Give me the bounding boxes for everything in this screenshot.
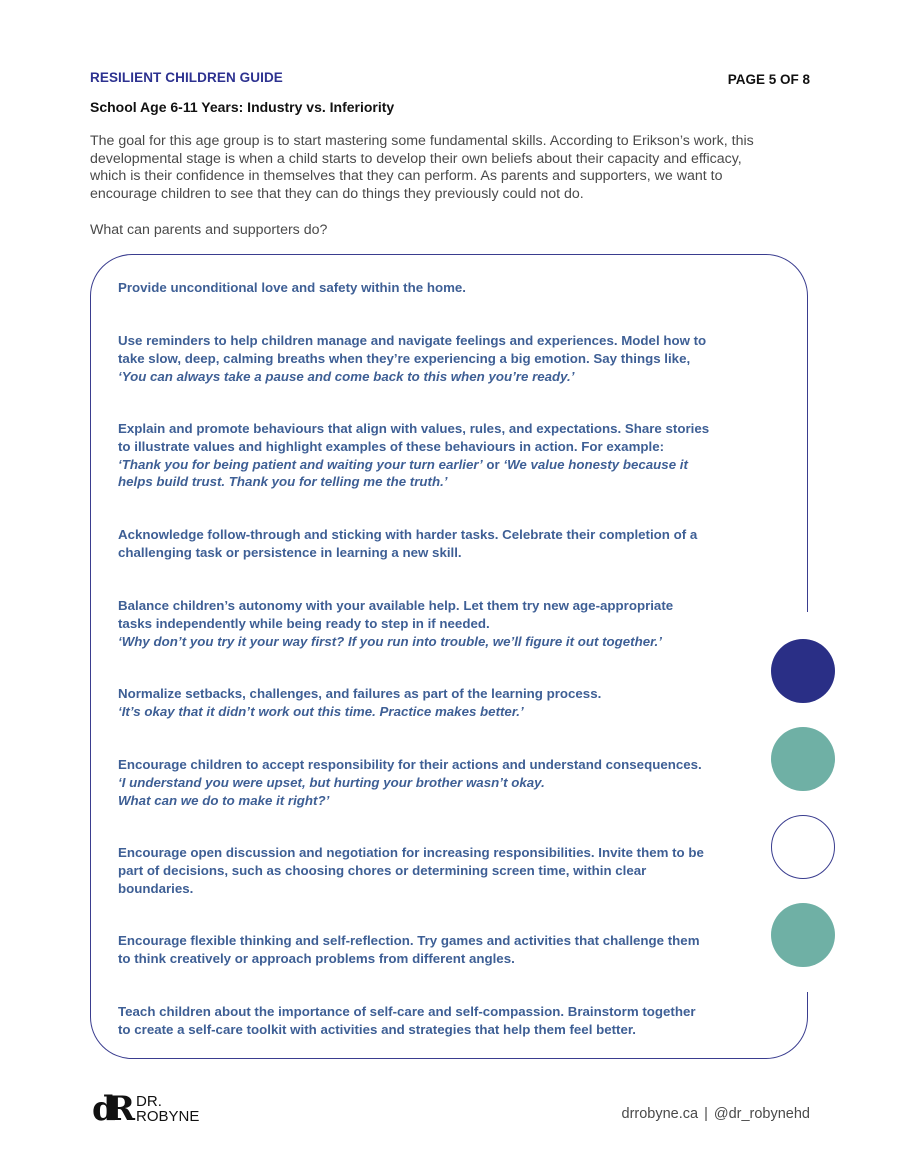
tip-item — [118, 844, 758, 897]
tip-item — [118, 1003, 758, 1039]
tip-line — [118, 1021, 758, 1039]
decorative-circle-teal — [771, 727, 835, 791]
tip-line — [118, 456, 758, 474]
tip-quote: ‘You can always take a pause and come back to this when you’re ready.’ — [118, 368, 575, 384]
decorative-circle-navy — [771, 639, 835, 703]
decorative-circle-outline — [771, 815, 835, 879]
tip-text: challenging task or persistence in learning a new skill. — [118, 544, 462, 560]
tip-item — [118, 420, 758, 491]
page-number: PAGE 5 OF 8 — [727, 72, 810, 87]
tip-text: Explain and promote behaviours that align with values, rules, and expectations. Share stories — [118, 421, 710, 436]
tip-line — [118, 685, 758, 703]
tip-text: Teach children about the importance of self-care and self-compassion. Brainstorm together — [118, 1004, 696, 1019]
tip-line — [118, 473, 758, 491]
tip-text: Normalize setbacks, challenges, and failures as part of the learning process. — [118, 686, 602, 701]
logo-line-1: DR. — [136, 1093, 162, 1110]
tip-line — [118, 633, 758, 651]
tip-line — [118, 526, 758, 544]
tip-text: Use reminders to help children manage and navigate feelings and experiences. Model how to — [118, 333, 707, 348]
intro-line: The goal for this age group is to start mastering some fundamental skills. According to Erikson’s work, this — [90, 133, 754, 149]
tip-line — [118, 932, 758, 950]
tip-line — [118, 1003, 758, 1021]
tip-quote: ‘Thank you for being patient and waiting your turn earlier’ — [118, 456, 483, 472]
tip-quote: ‘It’s okay that it didn’t work out this time. Practice makes better.’ — [118, 703, 524, 719]
tip-item — [118, 932, 758, 968]
tip-line — [118, 420, 758, 438]
tip-item — [118, 597, 758, 650]
tip-line — [118, 950, 758, 968]
tip-line — [118, 615, 758, 633]
tip-item — [118, 756, 758, 809]
intro-paragraph — [90, 133, 810, 204]
intro-line: developmental stage is when a child starts to develop their own beliefs about their capacity and efficacy, — [90, 150, 742, 167]
tip-text: boundaries. — [118, 880, 194, 896]
tip-item — [118, 685, 758, 721]
logo-text — [136, 1094, 199, 1124]
section-title: School Age 6-11 Years: Industry vs. Inferiority — [90, 99, 395, 115]
tip-line — [118, 756, 758, 774]
tip-line — [118, 438, 758, 456]
tip-line — [118, 597, 758, 615]
tip-item — [118, 526, 758, 562]
tip-line — [118, 703, 758, 721]
tip-line — [118, 862, 758, 880]
tip-line — [118, 350, 758, 368]
tip-text: Encourage children to accept responsibility for their actions and understand consequences. — [118, 757, 702, 772]
tip-item — [118, 332, 758, 385]
tip-line — [118, 279, 758, 297]
tip-text: tasks independently while being ready to step in if needed. — [118, 615, 490, 631]
logo-line-2: ROBYNE — [136, 1108, 200, 1125]
dr-robyne-logo — [92, 1091, 199, 1127]
tip-text: to illustrate values and highlight examples of these behaviours in action. For example: — [118, 438, 665, 454]
tip-text: Provide unconditional love and safety within the home. — [118, 280, 466, 295]
footer-links — [622, 1106, 811, 1122]
tip-quote: helps build trust. Thank you for telling me the truth.’ — [118, 474, 448, 490]
tip-item — [118, 279, 758, 297]
tip-text: take slow, deep, calming breaths when they’re experiencing a big emotion. Say things like, — [118, 350, 691, 366]
tip-text: Balance children’s autonomy with your available help. Let them try new age-appropriate — [118, 598, 674, 613]
tip-text: to think creatively or approach problems from different angles. — [118, 950, 515, 966]
social-handle-link[interactable]: @dr_robynehd — [713, 1106, 810, 1122]
footer-separator: | — [704, 1106, 708, 1122]
tip-line — [118, 368, 758, 386]
question-text: What can parents and supporters do? — [90, 222, 328, 238]
decorative-circle-teal — [771, 903, 835, 967]
tip-text: Encourage open discussion and negotiation for increasing responsibilities. Invite them to be — [118, 845, 704, 860]
guide-title: RESILIENT CHILDREN GUIDE — [90, 70, 283, 85]
tip-text: Acknowledge follow-through and sticking with harder tasks. Celebrate their completion of a — [118, 527, 698, 542]
tip-quote: What can we do to make it right?’ — [118, 792, 330, 808]
intro-line: encourage children to see that they can do things they previously could not do. — [90, 186, 584, 203]
website-link[interactable]: drrobyne.ca — [621, 1106, 699, 1122]
tip-text: to create a self-care toolkit with activities and strategies that help them feel better. — [118, 1021, 636, 1037]
tip-text: Encourage flexible thinking and self-reflection. Try games and activities that challenge them — [118, 933, 700, 948]
tip-line — [118, 332, 758, 350]
tip-text: or — [482, 456, 504, 472]
tip-line — [118, 792, 758, 810]
tip-quote: ‘We value honesty because it — [503, 456, 688, 472]
tip-text: part of decisions, such as choosing chores or determining screen time, within clear — [118, 862, 647, 878]
tip-quote: ‘I understand you were upset, but hurting your brother wasn’t okay. — [118, 774, 545, 790]
tip-quote: ‘Why don’t you try it your way first? If you run into trouble, we’ll figure it out together.’ — [118, 633, 662, 649]
intro-line: which is their confidence in themselves that they can perform. As parents and supporters, we want to — [90, 168, 723, 185]
tip-line — [118, 544, 758, 562]
logo-mark: dR — [92, 1089, 127, 1129]
tip-line — [118, 880, 758, 898]
tip-line — [118, 844, 758, 862]
tip-line — [118, 774, 758, 792]
